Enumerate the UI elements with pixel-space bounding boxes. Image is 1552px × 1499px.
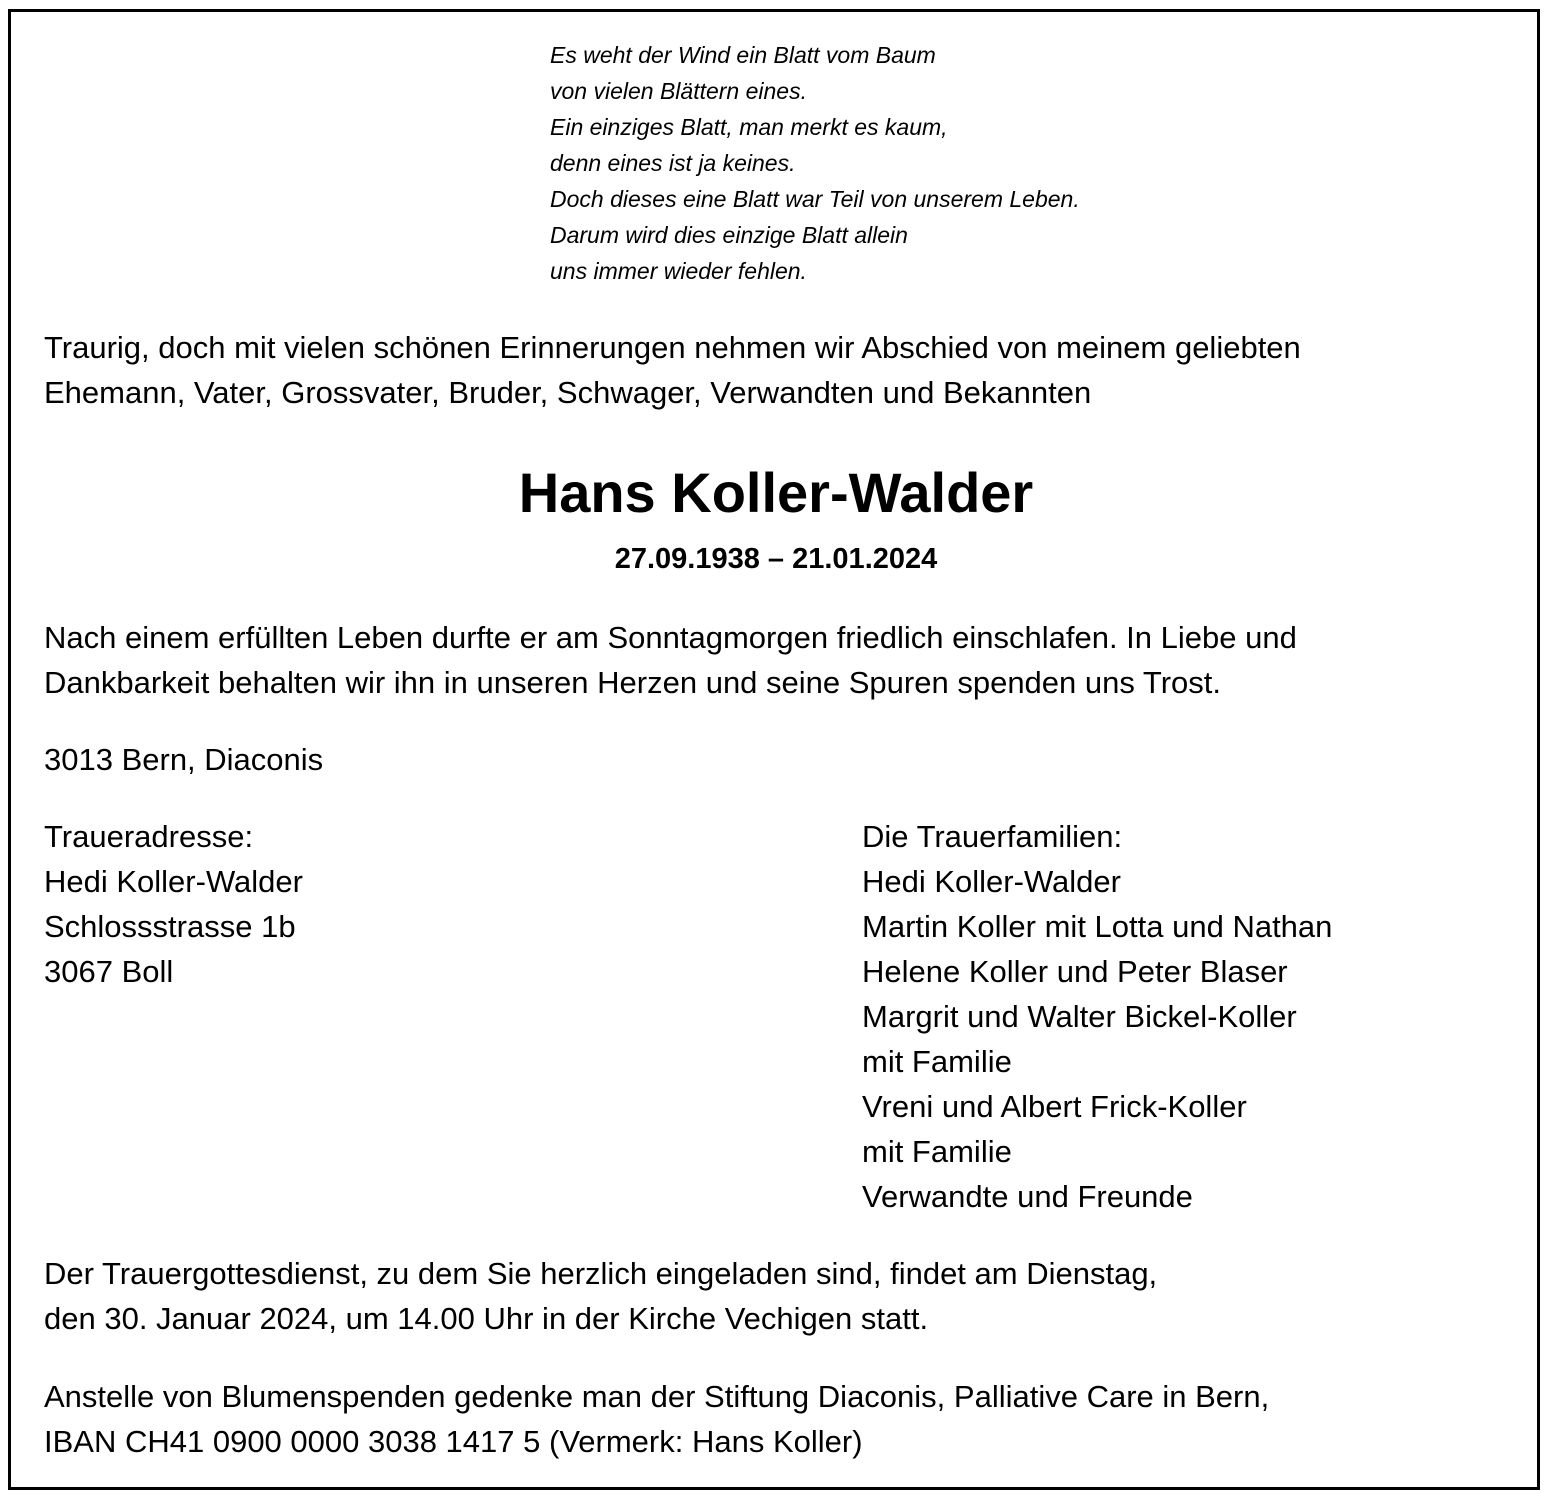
poem-line: Ein einziges Blatt, man merkt es kaum, [550,114,948,140]
family-line: mit Familie [862,1134,1012,1169]
intro-line: Ehemann, Vater, Grossvater, Bruder, Schwager, Verwandten und Bekannten [44,375,1092,410]
service-line: Der Trauergottesdienst, zu dem Sie herzlich eingeladen sind, findet am Dienstag, [44,1256,1158,1291]
address-line: Schlossstrasse 1b [44,909,296,944]
donation-line: IBAN CH41 0900 0000 3038 1417 5 (Vermerk: Hans Koller) [44,1424,863,1459]
donation-line: Anstelle von Blumenspenden gedenke man der Stiftung Diaconis, Palliative Care in Bern, [44,1379,1270,1414]
poem-line: Es weht der Wind ein Blatt vom Baum [550,42,936,68]
message-line: Nach einem erfüllten Leben durfte er am Sonntagmorgen friedlich einschlafen. In Liebe und [44,620,1297,655]
address-heading: Traueradresse: [44,819,254,854]
family-line: Helene Koller und Peter Blaser [862,954,1288,989]
family-line: Martin Koller mit Lotta und Nathan [862,909,1333,944]
place-of-death: 3013 Bern, Diaconis [44,742,324,777]
family-line: Margrit und Walter Bickel-Koller [862,999,1297,1034]
family-line: Verwandte und Freunde [862,1179,1193,1214]
address-line: 3067 Boll [44,954,174,989]
poem-line: Darum wird dies einzige Blatt allein [550,222,908,248]
poem-line: denn eines ist ja keines. [550,150,796,176]
poem-line: uns immer wieder fehlen. [550,258,807,284]
address-line: Hedi Koller-Walder [44,864,303,899]
family-line: Vreni und Albert Frick-Koller [862,1089,1247,1124]
intro-line: Traurig, doch mit vielen schönen Erinnerungen nehmen wir Abschied von meinem geliebten [44,330,1301,365]
service-line: den 30. Januar 2024, um 14.00 Uhr in der Kirche Vechigen statt. [44,1301,929,1336]
family-line: Hedi Koller-Walder [862,864,1121,899]
deceased-name: Hans Koller-Walder [518,461,1034,524]
poem-line: von vielen Blättern eines. [550,78,807,104]
life-dates: 27.09.1938 – 21.01.2024 [614,543,938,575]
family-line: mit Familie [862,1044,1012,1079]
families-heading: Die Trauerfamilien: [862,819,1123,854]
poem-line: Doch dieses eine Blatt war Teil von unserem Leben. [550,186,1080,212]
message-line: Dankbarkeit behalten wir ihn in unseren Herzen und seine Spuren spenden uns Trost. [44,665,1222,700]
